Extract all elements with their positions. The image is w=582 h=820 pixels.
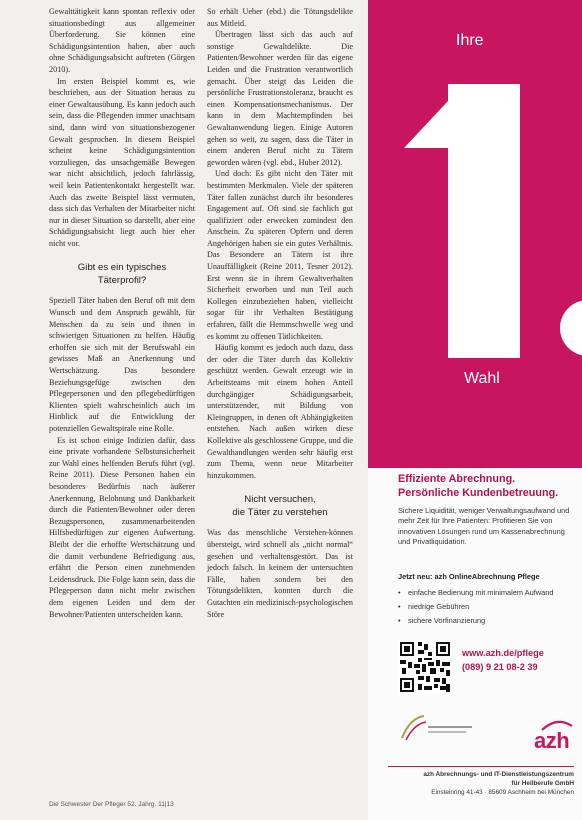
- article-column-1: [49, 6, 195, 620]
- ad-phone-number: (089) 9 21 08-2 39: [462, 662, 538, 672]
- ad-bullet: • sichere Vorfinanzierung: [398, 614, 553, 628]
- ad-big-one-stem: [448, 84, 520, 310]
- certification-logo-icon: [396, 712, 476, 746]
- article-paragraph: Es ist schon einige Indizien dafür, dass eine private vorhandene Selbstunsicherheit zur Wahl eines helfenden Berufs führt (vgl. Reine 2011). Diese Personen haben ein besonderes Bedürfnis nach äußerer Anerkennung, Belohnung und Dankbarkeit durch die Patienten/Bewohner oder deren Bezugspersonen, zusammenarbeitenden Hilfsbedürftigen zur eigenen Aufwertung. Bleibt der die erhoffte Wertschätzung und die damit verbundene Befriedigung aus, erfährt die Person einen zunehmenden Leidensdruck. Die Folge kann sein, dass die Pflegeperson dann nicht mehr zwischen dem eigenen Leiden und dem der Bewohner/Patienten unterscheiden kann.: [49, 435, 195, 619]
- ad-body-text: Sichere Liquidität, weniger Verwaltungsaufwand und mehr Zeit für Ihre Patienten: Profitieren Sie von innovativen Lösungen rund um Kassenabrechnung und Privatliquidation.: [398, 506, 570, 547]
- ad-divider: [388, 766, 574, 767]
- ad-word-top: Ihre: [456, 32, 484, 49]
- article-column-2: [207, 6, 353, 620]
- article-paragraph: Was das menschliche Verstehen-können übersteigt, wird schnell als „nicht normal“ gesehen und verhaltensgestört. Das ist jedoch falsch. In keinem der untersuchten Fälle, haben sondern bei den Tötungsdelikten, konnten durch die Gutachten ein medizinisch-psychologischen Störe: [207, 528, 353, 619]
- ad-bullet: • niedrige Gebühren: [398, 600, 553, 614]
- ad-company-name-2: für Heilberufe GmbH: [511, 779, 574, 787]
- ad-company-address: Einsteinring 41-43 · 85609 Aschheim bei München: [431, 788, 574, 796]
- section-heading-line: Täterprofil?: [97, 275, 147, 287]
- section-heading-line: Gibt es ein typisches: [77, 262, 167, 274]
- article-paragraph: Im ersten Beispiel kommt es, wie beschrieben, aus der Situation heraus zu einer Gewaltausübung. Es kann jedoch auch sein, dass die Pflegenden immer unachtsam sind, dann wird von situationsbezogener Gewalt gesprochen. In diesem Beispiel scheint keine Schädigungsintention vorzuliegen, das unsachgemäße Bewegen war nicht absichtlich, jedoch fahrlässig, weil kein Patientenkontakt hergestellt war. Auch das zweite Beispiel lässt vermuten, dass sich das Verhalten der Mitarbeiter nicht nur in dieser Situation so darstellt, aber eine Schädigungsabsicht liegt auch hier eher nicht vor.: [49, 76, 195, 248]
- ad-bullet-list: [398, 586, 553, 628]
- section-heading-line: die Täter zu verstehen: [232, 507, 328, 519]
- ad-company-footer: [388, 771, 574, 797]
- article-paragraph: Und doch: Es gibt nicht den Täter mit bestimmten Merkmalen. Viele der späteren Täter fallen zunächst durch ihr besonderes Engagement auf. Oft sind sie fachlich gut qualifiziert oder erwecken zumindest den Anschein. Zu späteren Opfern und deren Angehörigen haben sie ein gutes Verhältnis. Das Besondere an Tätern ist ihre Unauffälligkeit (Reine 2011, Tesner 2012). Erst wenn sie in ihrem Gewaltverhalten Sicherheit erworben und nun Teil auch Kollegen einzubeziehen haben, vielleicht sogar für ihr Verhalten Bestätigung erfahren, fällt die Hemmschwelle weg und es kommt zu offenen Tätlichkeiten.: [207, 169, 353, 341]
- section-heading-taeterprofil: [49, 261, 195, 287]
- ad-company-name: azh Abrechnungs- und IT-Dienstleistungszentrum: [423, 771, 574, 778]
- article-paragraph: So erhält Ueber (ebd.) die Tötungsdelikte aus Mitleid.: [207, 7, 353, 28]
- section-heading-line: Nicht versuchen,: [244, 494, 316, 506]
- ad-word-bottom: Wahl: [464, 370, 500, 387]
- ad-headline-line: Effiziente Abrechnung.: [398, 473, 516, 485]
- ad-website-link[interactable]: www.azh.de/pflege: [462, 648, 544, 658]
- ad-new-offer: Jetzt neu: azh OnlineAbrechnung Pflege: [398, 572, 540, 581]
- article-paragraph: Übertragen lässt sich das auch auf sonstige Gewaltdelikte. Die Patienten/Bewohner werden für das eigene Leiden und die Frustration verantwortlich gemacht. Über steigt das Leiden die persönliche Frustrationstoleranz, braucht es einen Kompensationsmechanismus. Der kann in dem Machtempfinden bei Gewaltanwendung liegen. Einige Autoren gehen so weit, zu sagen, dass die Täter in einem anderen Beruf nicht zu Tätern geworden wären (vgl. ebd., Huber 2012).: [207, 30, 353, 167]
- azh-logo: azh: [534, 728, 570, 753]
- ad-big-one-foot: [448, 310, 520, 358]
- ad-headline: [398, 472, 558, 500]
- page-footer: Die Schwester Der Pfleger 52. Jahrg. 11|13: [49, 801, 174, 808]
- qr-code-icon[interactable]: [398, 640, 452, 694]
- article-paragraph: Häufig kommt es jedoch auch dazu, dass der oder die Täter durch das Kollektiv geschützt werden. Gewalt erzeugt wie in Arbeitsteams mit einem hohen Anteil durchgängiger Schädigungsarbeit, unterstützender, mit Bildung von Kleingruppen, in denen oft Abhängigkeiten entstehen. Nach außen wirken diese Kollektive als geschlossene Gruppe, und die Gewalthandlungen werden sehr häufig erst zum Thema, wenn neue Mitarbeiter hinzukommen.: [207, 343, 353, 480]
- ad-headline-line: Persönliche Kundenbetreuung.: [398, 487, 559, 499]
- article-paragraph: Gewalttätigkeit kann spontan reflexiv oder situationsbedingt aus allgemeiner Überforderung. Sie können eine Schädigungsintention haben, aber auch ohne Schädigungsabsicht auftreten (Görgen 2010).: [49, 7, 195, 74]
- ad-bullet: • einfache Bedienung mit minimalem Aufwand: [398, 586, 553, 600]
- section-heading-taeter-verstehen: [207, 493, 353, 519]
- article-paragraph: Speziell Täter haben den Beruf oft mit dem Wunsch und dem Anspruch gewählt, für Menschen da zu sein und ihnen in schwierigen Situationen zu helfen. Häufig erhoffen sie sich mit der Berufswahl ein gewisses Maß an Anerkennung und Wertschätzung. Das besondere Beziehungsgefüge zwischen den Pflegepersonen und den pflegebedürftigen Klienten spielt wahrscheinlich auch im Hinblick auf die Entwicklung der potenziellen Gewaltspirale eine Rolle.: [49, 296, 195, 433]
